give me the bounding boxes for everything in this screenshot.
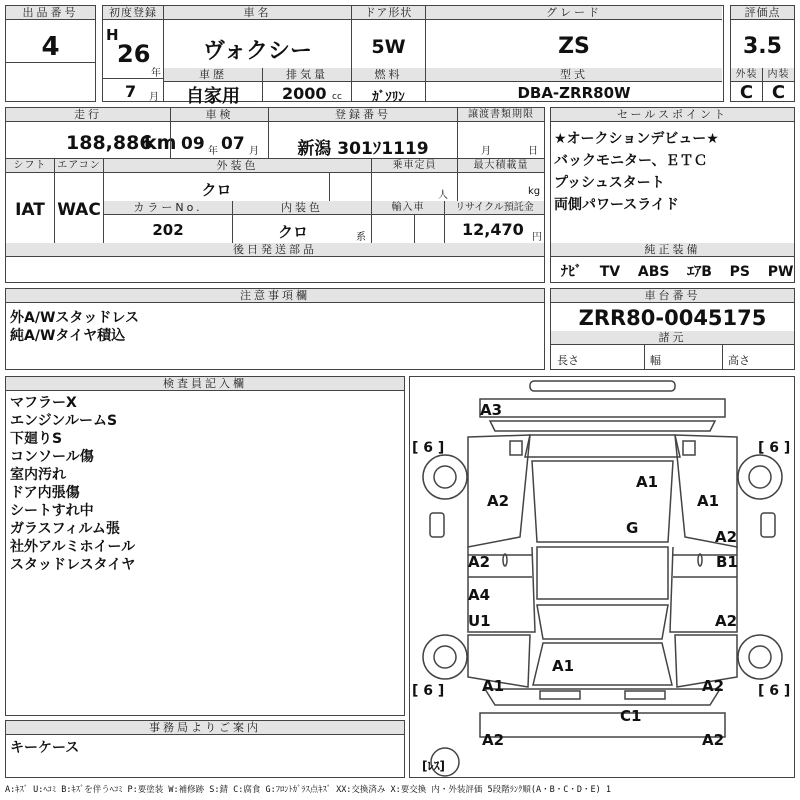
detail-block [5,107,545,283]
car-diagram-box [409,376,795,778]
exterior-grade: C [739,82,754,103]
sales-points-label: セールスポイント [551,108,794,122]
sales-point-item: ★オークションデビュー★ [554,131,719,147]
shift: IAT [15,200,45,220]
interior-grade-label: 内装 [763,68,794,82]
model-label: 型式 [426,68,722,82]
lot-number: 4 [41,32,60,62]
first-reg-month: 7 [125,82,137,101]
lot-box [5,5,96,102]
exterior-color: クロ [201,181,232,199]
spec-height-label: 高さ [728,354,750,367]
transfer-label: 譲渡書類期限 [458,108,544,122]
caution-box [5,288,545,370]
damage-mark: A2 [715,528,738,546]
inspector-item: スタッドレスタイヤ [10,557,136,573]
car-name: ヴォクシー [202,39,313,64]
transfer-day-unit: 日 [528,146,538,157]
mileage-label: 走行 [6,108,170,122]
grade-label: グレード [426,6,722,20]
damage-mark: G [626,519,639,537]
aircon-label: エアコン [55,159,103,173]
damage-mark: U1 [468,612,491,630]
mileage: 188,886 [66,132,153,154]
inspector-item: 下廻りS [10,431,63,447]
specs-label: 諸元 [551,331,794,345]
inspector-item: マフラーX [10,395,77,411]
first-reg-era: H [106,26,119,44]
plate: 新潟 301ｿ1119 [297,139,429,159]
office-item: キーケース [10,740,80,756]
inspector-item: ガラスフィルム張 [10,521,120,537]
fuel-label: 燃料 [352,68,425,82]
damage-mark: B1 [716,553,738,571]
inspection-month: 07 [221,134,245,154]
inspector-item: 社外アルミホイール [10,539,136,555]
spare-tire-status: [ﾚｽ] [422,759,445,773]
inspector-item: 室内汚れ [10,467,66,483]
inspector-item: エンジンルームS [10,413,118,429]
damage-mark: A4 [468,586,491,604]
first-reg-box [102,5,164,102]
damage-mark: A2 [715,612,738,630]
spec-length-label: 長さ [557,354,579,367]
inspection-year: 09 [181,134,205,154]
inspector-label: 検査員記入欄 [6,377,404,391]
door-type: 5W [371,36,406,58]
inspection-year-unit: 年 [208,146,218,157]
displacement-unit: cc [332,92,342,102]
interior-grade: C [771,82,786,103]
exterior-color-label: 外装色 [104,159,371,173]
chassis-label: 車台番号 [551,289,794,303]
sales-point-item: プッシュスタート [554,175,665,191]
equipment-item: PS [729,264,750,280]
equipment-item: ﾅﾋﾞ [561,264,582,280]
chassis-box [550,288,795,370]
capacity-unit: 人 [438,190,448,201]
score-box [730,5,795,102]
equipment-item: ABS [637,264,670,280]
displacement: 2000 [282,84,327,103]
later-parts-label: 後日発送部品 [6,243,544,257]
fuel: ｶﾞｿﾘﾝ [372,90,405,105]
import-label: 輸入車 [372,201,444,215]
equipment-item: ｴｱB [687,264,712,280]
damage-mark: A1 [482,677,505,695]
recycle: 12,470 [462,220,524,239]
damage-mark: A2 [702,677,725,695]
tire-tread-lf: [ 6 ] [412,440,445,456]
score: 3.5 [743,34,782,59]
equipment-item: PW [767,264,794,280]
first-reg-label: 初度登録 [103,6,163,20]
car-name-label: 車名 [164,6,351,20]
recycle-unit: 円 [532,232,542,243]
spec-width-label: 幅 [650,354,661,367]
name-block [164,5,724,107]
transfer-month-unit: 月 [481,146,491,157]
equipment-item: TV [599,264,621,280]
max-load-label: 最大積載量 [458,159,544,173]
damage-mark: A2 [482,731,505,749]
first-reg-year: 26 [117,40,151,68]
tire-tread-rr: [ 6 ] [758,683,791,699]
damage-mark: A2 [468,553,491,571]
tire-tread-rf: [ 6 ] [758,440,791,456]
caution-label: 注意事項欄 [6,289,544,303]
legend: A:ｷｽﾞ U:ﾍｺﾐ B:ｷｽﾞを伴うﾍｺﾐ P:要塗装 W:補修跡 S:錆 C:腐食 G:ﾌﾛﾝﾄｶﾞﾗｽ点ｷｽﾞ XX:交換済み X:要交換 内・外装評価 5段階ﾗﾝｸ順(A・B・C・D・E) 1 [5,785,611,795]
office-box [5,720,405,778]
chassis-number: ZRR80-0045175 [578,306,767,330]
equipment-label: 純正装備 [551,243,794,257]
max-load-unit: kg [528,186,541,197]
history-label: 車歴 [164,68,262,82]
damage-mark: A2 [702,731,725,749]
tire-tread-lr: [ 6 ] [412,683,445,699]
inspector-box [5,376,405,716]
history: 自家用 [186,86,240,107]
first-reg-month-unit: 月 [149,92,159,103]
inspection-label: 車検 [171,108,268,122]
displacement-label: 排気量 [263,68,351,82]
model: DBA-ZRR80W [517,84,631,102]
interior-color: クロ [277,223,308,241]
damage-mark: A3 [480,401,503,419]
damage-mark: A1 [636,473,659,491]
interior-color-suffix: 系 [356,232,366,243]
first-reg-year-unit: 年 [151,68,161,79]
inspector-item: ドア内張傷 [10,485,80,501]
sales-points-box [550,107,795,283]
damage-mark: A2 [487,492,510,510]
shift-label: シフト [6,159,54,173]
sales-point-item: 両側パワースライド [554,197,679,213]
damage-mark: A1 [697,492,720,510]
office-label: 事務局よりご案内 [6,721,404,735]
sales-point-item: バックモニター、ＥＴＣ [554,153,708,169]
score-label: 評価点 [731,6,794,20]
damage-mark: C1 [620,707,642,725]
color-no-label: カラーNo. [104,201,232,215]
interior-color-label: 内装色 [233,201,371,215]
lot-label: 出品番号 [6,6,95,20]
aircon: WAC [57,200,101,220]
recycle-label: リサイクル預託金 [445,201,544,215]
inspection-month-unit: 月 [249,146,259,157]
plate-label: 登録番号 [269,108,457,122]
inspector-item: コンソール傷 [10,449,94,465]
capacity-label: 乗車定員 [372,159,457,173]
caution-item: 純A/Wタイヤ積込 [10,328,126,344]
color-no: 202 [152,221,184,239]
exterior-grade-label: 外装 [731,68,762,82]
grade: ZS [558,34,590,59]
door-label: ドア形状 [352,6,425,20]
caution-item: 外A/Wスタッドレス [10,310,139,326]
inspector-item: シートすれ中 [10,503,94,519]
mileage-unit: km [144,132,177,154]
damage-mark: A1 [552,657,575,675]
car-diagram [410,377,794,777]
